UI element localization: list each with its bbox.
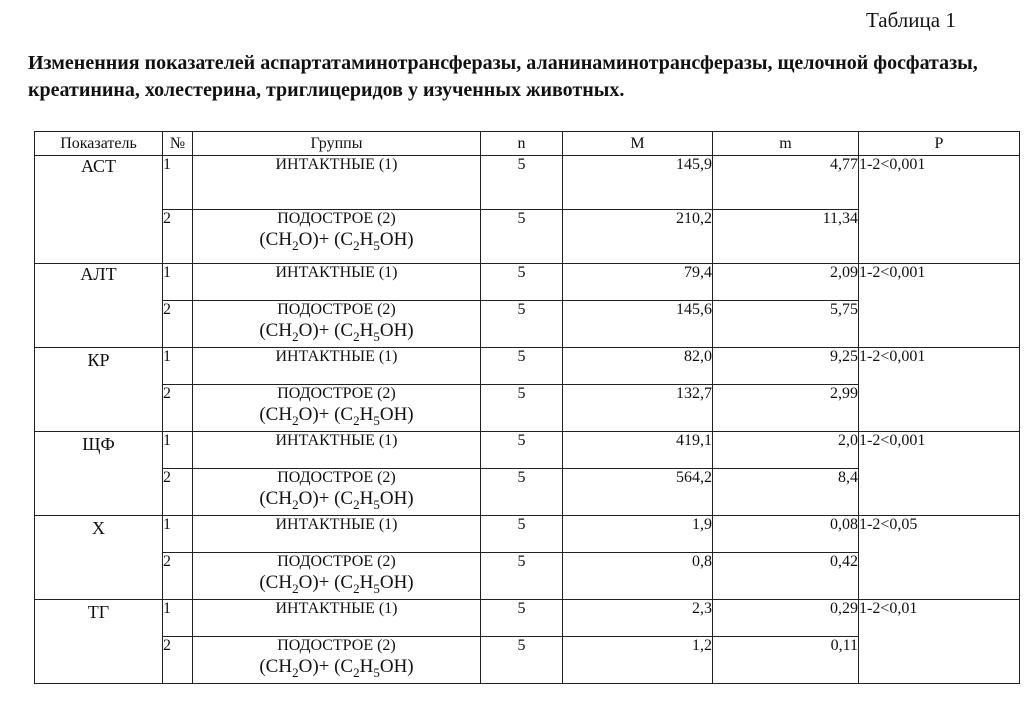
results-table xyxy=(34,131,1020,684)
group-label: ПОДОСТРОЕ (2) xyxy=(277,637,396,654)
group-num-cell: 1 xyxy=(163,432,193,469)
indicator-cell: КР xyxy=(35,348,163,432)
header-group: Группы xyxy=(193,132,481,156)
formula: $(CH_2O)+ (C_2H_5OH)$ xyxy=(259,404,414,428)
group-label: ПОДОСТРОЕ (2) xyxy=(277,553,396,570)
group-num-cell: 1 xyxy=(163,516,193,553)
group-cell xyxy=(193,516,481,553)
group-cell xyxy=(193,553,481,600)
indicator-cell: АСТ xyxy=(35,156,163,264)
table-caption: Таблица 1 xyxy=(866,8,956,32)
indicator-cell: Х xyxy=(35,516,163,600)
mean-cell: 145,6 xyxy=(563,301,713,348)
table-row xyxy=(35,348,1020,385)
n-cell: 5 xyxy=(481,301,563,348)
group-num-cell: 1 xyxy=(163,156,193,210)
group-label: ИНТАКТНЫЕ (1) xyxy=(275,516,398,533)
group-label: ИНТАКТНЫЕ (1) xyxy=(275,156,398,173)
indicator-cell: ТГ xyxy=(35,600,163,684)
mean-cell: 132,7 xyxy=(563,385,713,432)
n-cell: 5 xyxy=(481,210,563,264)
n-cell: 5 xyxy=(481,348,563,385)
sem-cell: 2,09 xyxy=(713,264,859,301)
header-num: № xyxy=(163,132,193,156)
table-row xyxy=(35,264,1020,301)
mean-cell: 0,8 xyxy=(563,553,713,600)
table-row xyxy=(35,432,1020,469)
formula: $(CH_2O)+ (C_2H_5OH)$ xyxy=(259,229,414,253)
n-cell: 5 xyxy=(481,432,563,469)
n-cell: 5 xyxy=(481,469,563,516)
sem-cell: 2,99 xyxy=(713,385,859,432)
sem-cell: 0,08 xyxy=(713,516,859,553)
sem-cell: 5,75 xyxy=(713,301,859,348)
group-num-cell: 2 xyxy=(163,469,193,516)
formula: $(CH_2O)+ (C_2H_5OH)$ xyxy=(259,656,414,680)
group-label: ПОДОСТРОЕ (2) xyxy=(277,469,396,486)
p-cell: 1-2<0,001 xyxy=(859,348,1020,432)
table-row xyxy=(35,156,1020,210)
header-p: Р xyxy=(859,132,1020,156)
sem-cell: 0,11 xyxy=(713,637,859,684)
group-num-cell: 2 xyxy=(163,210,193,264)
sem-cell: 9,25 xyxy=(713,348,859,385)
group-cell xyxy=(193,432,481,469)
formula: $(CH_2O)+ (C_2H_5OH)$ xyxy=(259,320,414,344)
group-num-cell: 2 xyxy=(163,301,193,348)
group-label: ИНТАКТНЫЕ (1) xyxy=(275,264,398,281)
table-row xyxy=(35,516,1020,553)
mean-cell: 2,3 xyxy=(563,600,713,637)
n-cell: 5 xyxy=(481,516,563,553)
group-cell xyxy=(193,469,481,516)
group-cell xyxy=(193,301,481,348)
sem-cell: 11,34 xyxy=(713,210,859,264)
sem-cell: 2,0 xyxy=(713,432,859,469)
group-label: ПОДОСТРОЕ (2) xyxy=(277,385,396,402)
formula: $(CH_2O)+ (C_2H_5OH)$ xyxy=(259,488,414,512)
group-label: ИНТАКТНЫЕ (1) xyxy=(275,432,398,449)
p-cell: 1-2<0,01 xyxy=(859,600,1020,684)
indicator-cell: АЛТ xyxy=(35,264,163,348)
sem-cell: 8,4 xyxy=(713,469,859,516)
group-label: ИНТАКТНЫЕ (1) xyxy=(275,348,398,365)
mean-cell: 1,9 xyxy=(563,516,713,553)
group-num-cell: 2 xyxy=(163,385,193,432)
n-cell: 5 xyxy=(481,385,563,432)
sem-cell: 0,42 xyxy=(713,553,859,600)
indicator-cell: ЩФ xyxy=(35,432,163,516)
group-label: ПОДОСТРОЕ (2) xyxy=(277,301,396,318)
header-mean: М xyxy=(563,132,713,156)
group-cell xyxy=(193,600,481,637)
group-cell xyxy=(193,637,481,684)
mean-cell: 79,4 xyxy=(563,264,713,301)
mean-cell: 419,1 xyxy=(563,432,713,469)
group-cell xyxy=(193,210,481,264)
p-cell: 1-2<0,001 xyxy=(859,156,1020,264)
header-n: n xyxy=(481,132,563,156)
mean-cell: 145,9 xyxy=(563,156,713,210)
n-cell: 5 xyxy=(481,600,563,637)
mean-cell: 564,2 xyxy=(563,469,713,516)
sem-cell: 4,77 xyxy=(713,156,859,210)
n-cell: 5 xyxy=(481,637,563,684)
n-cell: 5 xyxy=(481,553,563,600)
n-cell: 5 xyxy=(481,264,563,301)
header-sem: m xyxy=(713,132,859,156)
group-num-cell: 1 xyxy=(163,348,193,385)
p-cell: 1-2<0,001 xyxy=(859,264,1020,348)
group-num-cell: 2 xyxy=(163,553,193,600)
p-cell: 1-2<0,05 xyxy=(859,516,1020,600)
group-cell xyxy=(193,156,481,210)
group-num-cell: 1 xyxy=(163,600,193,637)
sem-cell: 0,29 xyxy=(713,600,859,637)
p-cell: 1-2<0,001 xyxy=(859,432,1020,516)
mean-cell: 210,2 xyxy=(563,210,713,264)
group-cell xyxy=(193,385,481,432)
group-cell xyxy=(193,264,481,301)
group-cell xyxy=(193,348,481,385)
header-row xyxy=(35,132,1020,156)
group-label: ИНТАКТНЫЕ (1) xyxy=(275,600,398,617)
group-label: ПОДОСТРОЕ (2) xyxy=(277,210,396,227)
formula: $(CH_2O)+ (C_2H_5OH)$ xyxy=(259,572,414,596)
group-num-cell: 1 xyxy=(163,264,193,301)
table-title: Измененния показателей аспартатаминотрансферазы, аланинаминотрансферазы, щелочной фосфатазы, креатинина, холестерина, триглицеридов у изученных животных. xyxy=(28,52,978,101)
mean-cell: 1,2 xyxy=(563,637,713,684)
mean-cell: 82,0 xyxy=(563,348,713,385)
n-cell: 5 xyxy=(481,156,563,210)
header-indicator: Показатель xyxy=(35,132,163,156)
table-row xyxy=(35,600,1020,637)
group-num-cell: 2 xyxy=(163,637,193,684)
